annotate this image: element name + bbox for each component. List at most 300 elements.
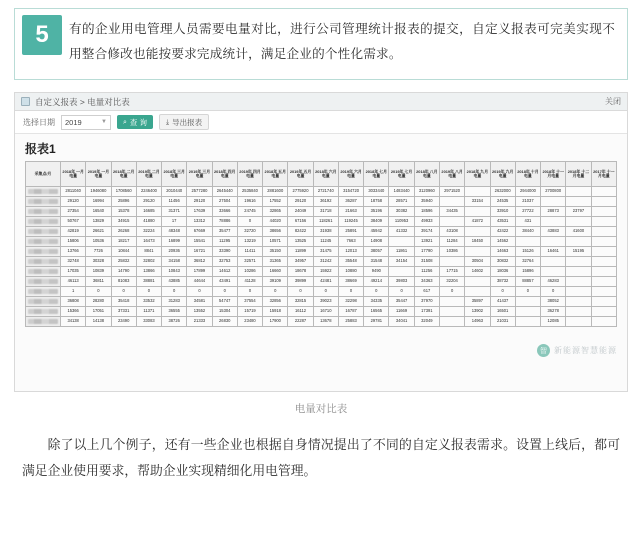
year-select-value: 2019: [65, 117, 82, 127]
redacted-label: [28, 299, 58, 304]
table-cell: 35897: [465, 297, 490, 307]
table-cell: 48348: [162, 227, 187, 237]
table-cell: [541, 237, 566, 247]
table-cell: 32748: [61, 257, 86, 267]
table-row: [26, 297, 617, 307]
table-cell: 17900: [263, 317, 288, 327]
table-cell: 27722: [515, 207, 540, 217]
table-row: [26, 307, 617, 317]
table-cell: 33390: [212, 247, 237, 257]
redacted-label: [28, 199, 58, 204]
table-cell: [465, 277, 490, 287]
table-cell: 32224: [136, 227, 161, 237]
table-cell: 36555: [162, 307, 187, 317]
table-cell: 13921: [414, 237, 439, 247]
table-cell: 34138: [61, 317, 86, 327]
table-header-cell: 2019年 七月电量: [389, 162, 414, 187]
table-cell: [566, 217, 591, 227]
table-cell: 14602: [465, 267, 490, 277]
table-cell: [566, 277, 591, 287]
table-cell: 37970: [414, 297, 439, 307]
table-cell: 11256: [414, 267, 439, 277]
table-header-cell: 2018年 十二月电量: [566, 162, 591, 187]
table-cell: [439, 257, 464, 267]
table-cell: 35477: [212, 227, 237, 237]
screenshot-titlebar: [15, 93, 627, 111]
table-cell: 35196: [364, 207, 389, 217]
table-cell: 14963: [465, 317, 490, 327]
table-cell: 27354: [61, 207, 86, 217]
table-header-cell: 2019年 五月电量: [288, 162, 313, 187]
row-label-cell: [26, 317, 61, 327]
table-cell: 17035: [61, 267, 86, 277]
table-cell: 7663: [338, 237, 363, 247]
table-cell: 11411: [237, 247, 262, 257]
table-row: [26, 237, 617, 247]
table-cell: 18596: [414, 207, 439, 217]
table-cell: 3120960: [414, 187, 439, 197]
table-cell: 46283: [541, 277, 566, 287]
redacted-label: [28, 289, 58, 294]
table-cell: 33154: [465, 197, 490, 207]
table-cell: 18036: [490, 267, 515, 277]
table-cell: 27504: [212, 197, 237, 207]
table-cell: [566, 297, 591, 307]
table-cell: 41128: [237, 277, 262, 287]
table-cell: 32049: [414, 317, 439, 327]
table-cell: 46113: [61, 277, 86, 287]
screenshot-caption: 电量对比表: [294, 403, 348, 415]
table-header-cell: 2019年 一月电量: [86, 162, 111, 187]
table-cell: [591, 257, 616, 267]
table-cell: 26830: [212, 317, 237, 327]
table-cell: 38057: [364, 247, 389, 257]
table-header-cell: 2018年 五月电量: [263, 162, 288, 187]
table-cell: 31508: [414, 257, 439, 267]
table-cell: 12013: [338, 247, 363, 257]
table-cell: [439, 317, 464, 327]
table-cell: 2632000: [490, 187, 515, 197]
closing-paragraph: 除了以上几个例子，还有一些企业也根据自身情况提出了不同的自定义报表需求。设置上线后，都可满足企业使用要求，帮助企业实现精细化用电管理。: [22, 437, 620, 478]
callout-number-badge: 5: [22, 15, 62, 55]
table-cell: 28873: [541, 207, 566, 217]
table-cell: [566, 317, 591, 327]
table-cell: 43108: [439, 227, 464, 237]
table-cell: 34335: [364, 297, 389, 307]
table-cell: 16685: [136, 207, 161, 217]
table-cell: 37331: [111, 307, 136, 317]
table-cell: 10386: [439, 247, 464, 257]
table-cell: 33666: [212, 207, 237, 217]
table-header-cell: 2018年 十一月电量: [541, 162, 566, 187]
table-cell: [591, 277, 616, 287]
table-cell: 18217: [111, 237, 136, 247]
table-cell: 14138: [86, 317, 111, 327]
table-cell: 0: [515, 287, 540, 297]
table-cell: [465, 187, 490, 197]
table-cell: 2645440: [212, 187, 237, 197]
table-cell: 2775920: [288, 187, 313, 197]
table-cell: 41872: [465, 217, 490, 227]
table-cell: 0: [338, 287, 363, 297]
table-cell: 2881600: [263, 187, 288, 197]
table-cell: 31938: [313, 227, 338, 237]
table-cell: 25896: [111, 197, 136, 207]
table-cell: 35150: [263, 247, 288, 257]
data-table: [25, 161, 617, 327]
table-cell: 17391: [414, 307, 439, 317]
table-cell: 10843: [162, 267, 187, 277]
table-cell: 34041: [389, 317, 414, 327]
table-cell: 38656: [263, 227, 288, 237]
table-cell: [541, 267, 566, 277]
table-cell: 29120: [187, 197, 212, 207]
table-cell: 29120: [136, 197, 161, 207]
table-cell: 37554: [237, 297, 262, 307]
export-icon: ⤓: [166, 118, 170, 126]
table-cell: 33083: [136, 317, 161, 327]
table-cell: 110953: [389, 217, 414, 227]
table-cell: 39899: [288, 277, 313, 287]
close-icon[interactable]: 关闭: [605, 97, 621, 106]
table-cell: [541, 217, 566, 227]
table-cell: 15541: [187, 237, 212, 247]
redacted-label: [28, 209, 58, 214]
table-cell: 118261: [313, 217, 338, 227]
table-cell: [439, 297, 464, 307]
table-cell: 31242: [313, 257, 338, 267]
table-cell: 3154720: [338, 187, 363, 197]
table-cell: 39803: [389, 277, 414, 287]
table-cell: 41880: [136, 217, 161, 227]
table-cell: 15378: [111, 207, 136, 217]
table-header-cell: 2018年 十月电量: [515, 162, 540, 187]
table-cell: 7726: [86, 247, 111, 257]
table-cell: 14908: [364, 237, 389, 247]
table-cell: 34154: [389, 257, 414, 267]
table-cell: 17790: [414, 247, 439, 257]
table-cell: [515, 317, 540, 327]
table-head: [26, 162, 617, 187]
table-row: [26, 277, 617, 287]
table-cell: 10286: [237, 267, 262, 277]
table-cell: 38726: [162, 317, 187, 327]
table-header-cell: 2019年 九月电量: [490, 162, 515, 187]
table-cell: 0: [187, 287, 212, 297]
table-cell: 34915: [111, 217, 136, 227]
table-cell: 30832: [490, 257, 515, 267]
table-cell: 24049: [288, 207, 313, 217]
table-cell: 15896: [515, 267, 540, 277]
table-cell: 32865: [263, 207, 288, 217]
table-cell: 13866: [136, 267, 161, 277]
table-cell: 20936: [162, 247, 187, 257]
callout-block: [14, 8, 628, 80]
year-select[interactable]: [61, 115, 111, 130]
table-cell: 10571: [263, 237, 288, 247]
table-cell: 49933: [414, 217, 439, 227]
date-filter-label: 选择日期: [23, 117, 55, 127]
table-cell: 18450: [465, 237, 490, 247]
table-cell: 42422: [490, 227, 515, 237]
table-cell: 28571: [389, 197, 414, 207]
table-cell: 2535840: [237, 187, 262, 197]
table-cell: [591, 217, 616, 227]
table-body: [26, 187, 617, 327]
table-cell: 0: [111, 287, 136, 297]
table-cell: 15195: [566, 247, 591, 257]
table-cell: 34581: [187, 297, 212, 307]
window-icon: [21, 97, 30, 106]
table-cell: 3033440: [364, 187, 389, 197]
table-cell: 14562: [490, 237, 515, 247]
table-cell: 32204: [439, 277, 464, 287]
table-cell: 26621: [86, 227, 111, 237]
table-cell: 1946080: [86, 187, 111, 197]
table-cell: 32720: [237, 227, 262, 237]
table-cell: 17715: [439, 267, 464, 277]
table-cell: 23797: [566, 207, 591, 217]
table-cell: 2944000: [515, 187, 540, 197]
redacted-label: [28, 319, 58, 324]
table-cell: 29120: [61, 197, 86, 207]
table-cell: 34363: [414, 277, 439, 287]
table-cell: 44020: [263, 217, 288, 227]
table-cell: 9490: [364, 267, 389, 277]
table-header-cell: 2018年 七月电量: [364, 162, 389, 187]
table-cell: 13829: [86, 217, 111, 227]
table-cell: 32815: [288, 297, 313, 307]
table-cell: 17899: [187, 267, 212, 277]
table-cell: 43491: [212, 277, 237, 287]
table-cell: 14790: [111, 267, 136, 277]
table-cell: 21663: [338, 207, 363, 217]
table-cell: 23480: [237, 317, 262, 327]
table-row: [26, 257, 617, 267]
table-cell: 21031: [490, 317, 515, 327]
table-cell: 38440: [515, 227, 540, 237]
table-cell: 15366: [61, 307, 86, 317]
table-cell: [591, 207, 616, 217]
table-cell: 28280: [86, 297, 111, 307]
table-cell: 2811040: [61, 187, 86, 197]
table-cell: 13219: [237, 237, 262, 247]
table-cell: 14663: [490, 247, 515, 257]
row-label-cell: [26, 247, 61, 257]
table-cell: 33910: [490, 207, 515, 217]
table-cell: 32764: [515, 257, 540, 267]
table-cell: 2971520: [439, 187, 464, 197]
table-cell: 31548: [364, 257, 389, 267]
table-cell: 88857: [515, 277, 540, 287]
table-cell: 119245: [338, 217, 363, 227]
table-cell: 13552: [187, 307, 212, 317]
table-cell: 0: [237, 287, 262, 297]
report-title: 报表1: [25, 142, 56, 156]
table-cell: 35548: [338, 257, 363, 267]
table-header-cell: 2018年 一月电量: [61, 162, 86, 187]
redacted-label: [28, 309, 58, 314]
row-label-cell: [26, 297, 61, 307]
table-cell: [591, 287, 616, 297]
table-cell: 38409: [364, 217, 389, 227]
table-cell: [591, 307, 616, 317]
table-cell: [566, 197, 591, 207]
table-cell: 11861: [389, 247, 414, 257]
table-wrap: [15, 161, 627, 331]
table-cell: 29120: [288, 197, 313, 207]
table-cell: 32802: [136, 257, 161, 267]
row-label-cell: [26, 207, 61, 217]
row-label-cell: [26, 267, 61, 277]
table-cell: 41437: [490, 297, 515, 307]
redacted-label: [28, 219, 58, 224]
table-cell: 50767: [61, 217, 86, 227]
table-cell: 31371: [162, 207, 187, 217]
table-cell: 2577280: [187, 187, 212, 197]
table-cell: 0: [136, 287, 161, 297]
table-cell: [591, 267, 616, 277]
table-cell: 13902: [465, 307, 490, 317]
table-cell: 617: [414, 287, 439, 297]
table-cell: 30382: [389, 207, 414, 217]
table-row: [26, 197, 617, 207]
table-header-cell-first: 采集点/月: [26, 162, 61, 187]
table-cell: 30504: [465, 257, 490, 267]
redacted-label: [28, 259, 58, 264]
table-cell: 25883: [338, 317, 363, 327]
row-label-cell: [26, 237, 61, 247]
row-label-cell: [26, 287, 61, 297]
query-button-label: 查 询: [129, 117, 148, 127]
table-cell: 2721740: [313, 187, 338, 197]
table-header-cell: 2018年 二月电量: [111, 162, 136, 187]
table-cell: 25832: [111, 257, 136, 267]
table-row: [26, 207, 617, 217]
table-cell: 39109: [263, 277, 288, 287]
search-icon: ⌕: [123, 118, 127, 126]
table-cell: [439, 307, 464, 317]
table-cell: 39023: [313, 297, 338, 307]
table-cell: 11669: [389, 307, 414, 317]
table-cell: 31365: [263, 257, 288, 267]
table-cell: [465, 287, 490, 297]
table-cell: [439, 197, 464, 207]
table-cell: 42819: [61, 227, 86, 237]
watermark-text: 新能源智慧能源: [554, 346, 617, 355]
table-cell: 18678: [288, 267, 313, 277]
table-cell: 41600: [566, 227, 591, 237]
table-cell: 0: [389, 287, 414, 297]
row-label-cell: [26, 197, 61, 207]
table-cell: 32298: [338, 297, 363, 307]
table-cell: 34158: [162, 257, 187, 267]
row-label-cell: [26, 277, 61, 287]
table-cell: [389, 237, 414, 247]
table-cell: [566, 267, 591, 277]
table-cell: [591, 317, 616, 327]
table-cell: 44644: [187, 277, 212, 287]
table-cell: 24745: [237, 207, 262, 217]
table-cell: 0: [263, 287, 288, 297]
table-cell: 10536: [86, 237, 111, 247]
export-button[interactable]: [159, 114, 209, 130]
table-header-row: [26, 162, 617, 187]
row-label-cell: [26, 257, 61, 267]
table-cell: [515, 237, 540, 247]
table-cell: [465, 207, 490, 217]
table-cell: 78886: [212, 217, 237, 227]
redacted-label: [28, 279, 58, 284]
table-cell: 18758: [364, 197, 389, 207]
table-cell: 0: [162, 287, 187, 297]
table-cell: 36287: [338, 197, 363, 207]
article-page: [0, 8, 642, 548]
table-cell: 67669: [187, 227, 212, 237]
table-cell: 23490: [111, 317, 136, 327]
export-button-label: 导出报表: [172, 117, 203, 127]
query-button[interactable]: [117, 115, 153, 129]
table-cell: 81083: [111, 277, 136, 287]
table-cell: 15126: [515, 247, 540, 257]
table-cell: [566, 287, 591, 297]
table-cell: 11371: [136, 307, 161, 317]
table-cell: 11899: [288, 247, 313, 257]
row-label-cell: [26, 217, 61, 227]
table-cell: 36192: [313, 197, 338, 207]
table-cell: 82422: [288, 227, 313, 237]
table-cell: 38732: [490, 277, 515, 287]
table-cell: [541, 257, 566, 267]
app-screenshot: [14, 92, 628, 392]
table-cell: 36278: [541, 307, 566, 317]
table-cell: 14612: [212, 267, 237, 277]
table-cell: 34957: [288, 257, 313, 267]
table-cell: 36811: [86, 277, 111, 287]
table-cell: 16540: [86, 207, 111, 217]
table-cell: [515, 307, 540, 317]
table-cell: 431: [515, 217, 540, 227]
table-header-cell: 2018年 四月电量: [212, 162, 237, 187]
table-cell: [389, 267, 414, 277]
table-row: [26, 287, 617, 297]
row-label-cell: [26, 307, 61, 317]
table-cell: 41332: [389, 227, 414, 237]
table-cell: 36812: [187, 257, 212, 267]
table-cell: 19616: [237, 197, 262, 207]
table-cell: 8841: [136, 247, 161, 257]
table-cell: 12085: [541, 317, 566, 327]
table-cell: 16501: [490, 307, 515, 317]
row-label-cell: [26, 187, 61, 197]
table-cell: [591, 297, 616, 307]
redacted-label: [28, 269, 58, 274]
redacted-label: [28, 189, 58, 194]
table-cell: 2700800: [541, 187, 566, 197]
table-cell: 1708560: [111, 187, 136, 197]
table-cell: 25891: [338, 227, 363, 237]
table-cell: 16787: [338, 307, 363, 317]
table-cell: 29781: [364, 317, 389, 327]
table-cell: 36808: [61, 297, 86, 307]
table-cell: 16461: [541, 247, 566, 257]
table-cell: [591, 227, 616, 237]
table-cell: [515, 297, 540, 307]
table-cell: 13678: [313, 317, 338, 327]
row-label-cell: [26, 227, 61, 237]
watermark: [537, 344, 617, 357]
table-cell: 31718: [313, 207, 338, 217]
